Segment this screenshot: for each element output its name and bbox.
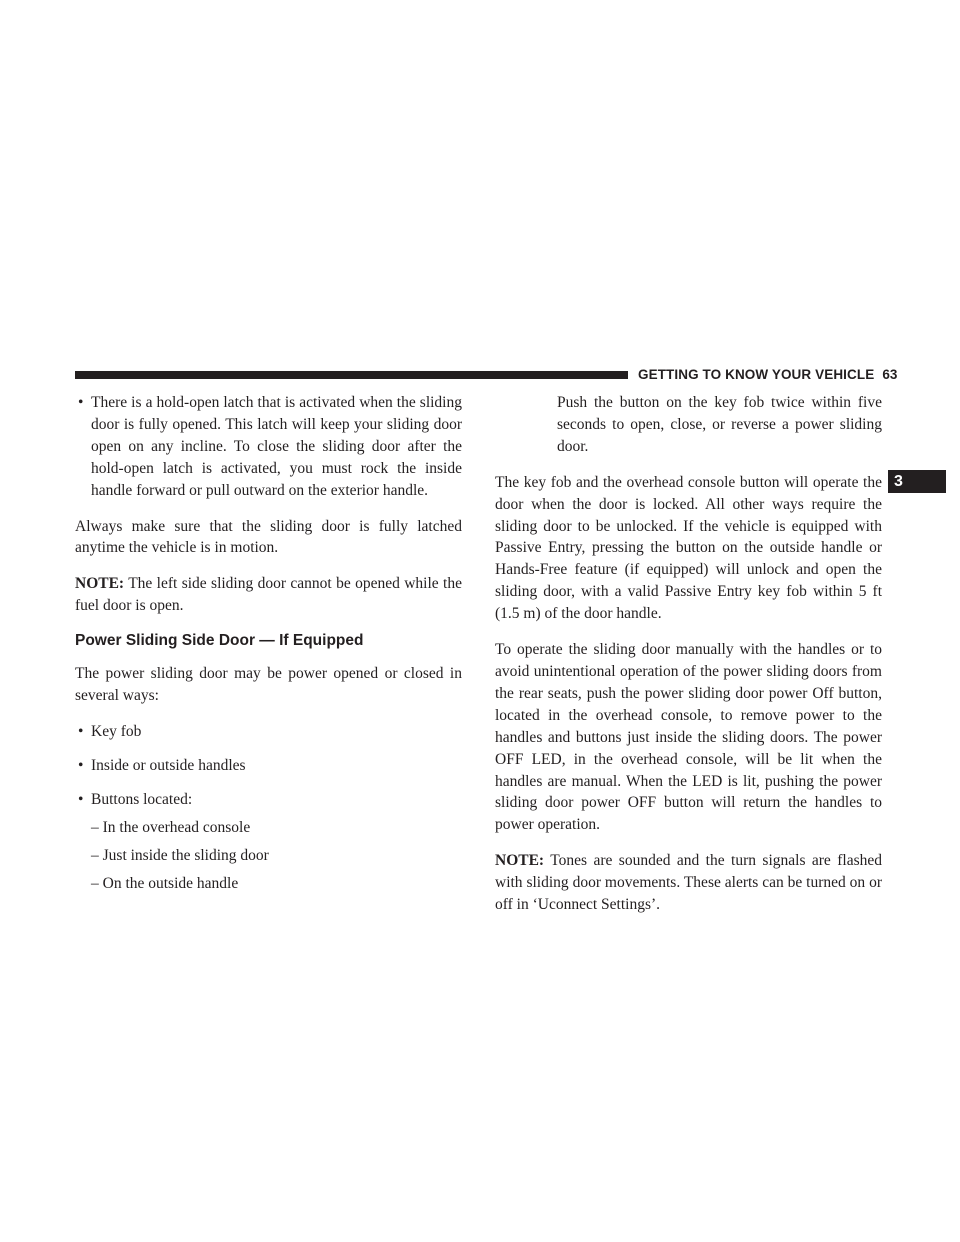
list-item-text: Inside or outside handles [91,756,246,774]
note-label: NOTE: [75,575,125,593]
sub-list-item: – On the outside handle [91,874,239,892]
list-item-text: Key fob [91,722,142,740]
list-item [75,789,462,895]
bullet-dot: • [78,394,84,411]
list-item [75,721,462,743]
note-left-door [75,573,462,617]
right-column [495,392,882,930]
bullet-text: There is a hold-open latch that is activated when the sliding door is fully opened. This latch will keep your sliding door open on any incline. To close the sliding door after the hold-open latch is activated, you must rock the inside handle forward or pull outward on the exterior handle. [91,394,462,499]
paragraph-key-fob: The key fob and the overhead console button will operate the door when the door is locked. All other ways require the sliding door to be unlocked. If the vehicle is equipped with Passive Entry, pressing the button on the outside handle or Hands-Free feature (if equipped) will unlock and open the sliding door, with a valid Passive Entry key fob within 5 ft (1.5 m) of the door handle. [495,473,882,623]
list-item-text: Buttons located: [91,790,193,808]
list-item [75,755,462,777]
left-column [75,392,462,906]
section-heading: Power Sliding Side Door — If Equipped [75,632,364,650]
bullet-dot: • [78,790,84,808]
note-tones [495,850,882,916]
paragraph-manual-operation: To operate the sliding door manually with the handles or to avoid unintentional operation of the power sliding doors from the rear seats, push the power sliding door power Off button, located in the overhead console, to remove power to the handles and buttons just inside the sliding doors. The power OFF LED, in the overhead console, will be lit when the handles are manual. When the LED is lit, pushing the power sliding door power OFF button will return the handles to power operation. [495,641,882,834]
bullet-dot: • [78,756,84,774]
sub-list-item: – In the overhead console [91,818,251,836]
hold-open-latch-bullet [75,392,462,502]
header-rule [75,371,628,379]
key-fob-instruction: Push the button on the key fob twice within five seconds to open, close, or reverse a power sliding door. [557,394,882,455]
chapter-tab: 3 [888,470,946,493]
running-header [638,366,898,384]
bullet-dot: • [78,722,84,740]
sub-list-item: – Just inside the sliding door [91,846,269,864]
sub-list [91,817,462,895]
page-number: 63 [882,367,898,382]
note-text: Tones are sounded and the turn signals are flashed with sliding door movements. These alerts can be turned on or off in ‘Uconnect Settings’. [495,852,882,914]
paragraph-latched: Always make sure that the sliding door is fully latched anytime the vehicle is in motion. [75,517,462,557]
paragraph-ways: The power sliding door may be power opened or closed in several ways: [75,665,462,705]
note-text: The left side sliding door cannot be opened while the fuel door is open. [75,575,462,615]
note-label: NOTE: [495,852,545,870]
section-title: GETTING TO KNOW YOUR VEHICLE [638,367,875,382]
